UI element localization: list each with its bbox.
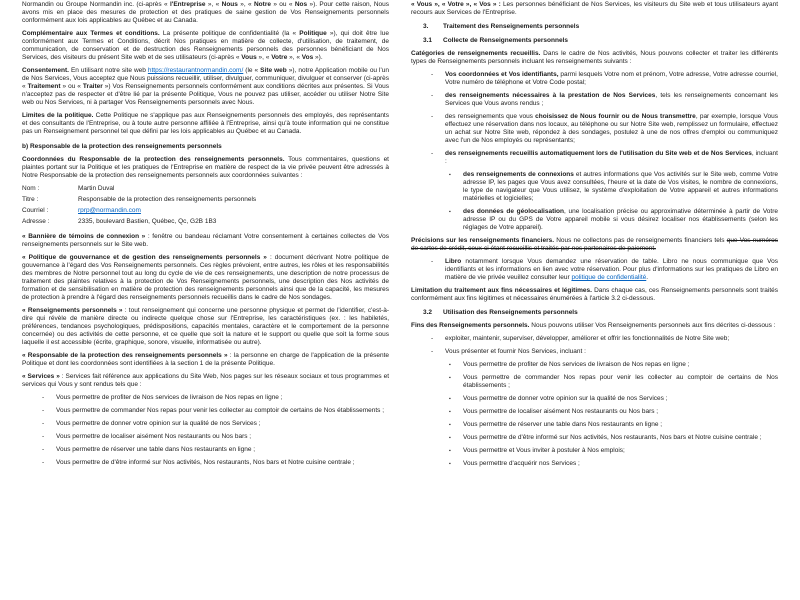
list-item bbox=[411, 208, 778, 232]
text-run: Les personnes bénéficiant de Nos Services, les visiteurs du Site web et tous utilisateurs ayant recours aux Services de l'Entreprise. bbox=[411, 1, 779, 16]
text-run: Notre bbox=[253, 1, 271, 8]
text-run: ») Vos Renseignements personnels conformément aux conditions décrites aux présentes. Si Vous n'acceptez pas de respecter et d'être lié par la présente Politique, Vous ne pouvez pas utiliser, accéder ou utiliser Notre Site web ou Nos Services, ni à partager Vos Renseignements personnels avec Nous. bbox=[22, 83, 390, 106]
list-item bbox=[22, 394, 389, 402]
text-run: », « bbox=[205, 1, 222, 8]
text-run: et autres informations que Vos activités sur le Site web, comme Votre adresse IP, les pages que Vous avez consultées, l'heure et la date de Vos visites, le nombre de connexions, le type de navigateur que Vous utilisez, le système d'exploitation de Votre appareil et autres informations matérielles et logicielles; bbox=[463, 171, 778, 202]
list-item bbox=[411, 421, 778, 429]
list-item bbox=[411, 434, 778, 442]
bullet-marker: - bbox=[431, 348, 434, 355]
list-item-text bbox=[445, 348, 778, 356]
list-item-text bbox=[463, 408, 778, 416]
list-item bbox=[411, 348, 778, 356]
heading-text: Utilisation des Renseignements personnels bbox=[443, 309, 578, 316]
list-item bbox=[411, 361, 778, 369]
contact-row bbox=[22, 207, 389, 215]
bullet-marker: - bbox=[42, 394, 45, 401]
text-run: , une localisation précise ou approximative déterminée à partir de Votre adresse IP ou du GPS de Votre appareil mobile si vous désirez localiser nos établissements (selon les réglages de Votre appareil). bbox=[463, 208, 778, 231]
text-run: exploiter, maintenir, superviser, développer, améliorer et offrir les fonctionnalités de Notre Site web; bbox=[445, 335, 730, 342]
paragraph bbox=[22, 307, 389, 347]
section-heading bbox=[411, 309, 778, 317]
text-run: « Politique de gouvernance et de gestion des renseignements personnels » bbox=[22, 254, 267, 261]
paragraph bbox=[411, 50, 778, 66]
list-item bbox=[22, 420, 389, 428]
text-run: » ou « bbox=[270, 1, 295, 8]
libro-privacy-link[interactable]: politique de confidentialité bbox=[571, 274, 647, 281]
text-run: Site web bbox=[260, 67, 287, 74]
text-run: choisissez de Nous fournir ou de Nous transmettre bbox=[535, 113, 696, 120]
bullet-marker: ▪ bbox=[449, 362, 451, 368]
text-run: Dans le cadre de Nos activités, Nous pouvons collecter et traiter les différents types de Renseignements personnels incluant les renseignements suivants : bbox=[411, 50, 778, 65]
bullet-marker: - bbox=[431, 71, 434, 78]
list-item-text bbox=[56, 446, 389, 454]
text-run: l'Entreprise bbox=[170, 1, 206, 8]
heading-text: Traitement des Renseignements personnels bbox=[443, 23, 580, 30]
right-column bbox=[411, 1, 778, 600]
text-run: : la personne en charge de l'application de la présente Politique et dont les coordonnées sont identifiées à la section 1 de la présente Politique. bbox=[22, 352, 389, 367]
paragraph bbox=[411, 237, 778, 253]
list-item bbox=[411, 150, 778, 166]
paragraph bbox=[22, 233, 389, 249]
bullet-marker: ▪ bbox=[449, 396, 451, 402]
text-run: La présente politique de confidentialité (la « bbox=[159, 30, 300, 37]
section-heading bbox=[22, 143, 389, 151]
text-run: Votre bbox=[271, 54, 288, 61]
text-run: Limites de la politique. bbox=[22, 112, 94, 119]
contact-label: Nom : bbox=[22, 185, 40, 192]
text-run: Vous permettre de d'être informé sur Nos activités, Nos restaurants, Nos bars et Notre cuisine centrale ; bbox=[463, 434, 762, 441]
text-run: Catégories de renseignements recueillis. bbox=[411, 50, 541, 57]
text-run: Cette Politique ne s'applique pas aux Renseignements personnels des employés, des représentants et des consultants de l'Entreprise, ou à toute autre personne affiliée à l'Entreprise, ainsi qu'à toute information qui ne constitue pas un Renseignement personnel tel que défini par les lois applicables au Québec et au Canada. bbox=[22, 112, 389, 135]
text-run: « Services » bbox=[22, 373, 60, 380]
contact-label: Courriel : bbox=[22, 207, 49, 214]
text-run: »). bbox=[313, 54, 323, 61]
text-run: Complémentaire aux Termes et conditions. bbox=[22, 30, 160, 37]
list-item-text bbox=[445, 150, 778, 166]
paragraph bbox=[411, 1, 778, 17]
section-number: 3. bbox=[423, 23, 429, 30]
list-item-text bbox=[463, 374, 778, 390]
text-run: Coordonnées du Responsable de la protection des renseignements personnels. bbox=[22, 156, 285, 163]
list-item bbox=[22, 407, 389, 415]
bullet-marker: - bbox=[431, 258, 434, 265]
text-run: Traitement bbox=[27, 83, 61, 90]
text-run: . bbox=[646, 274, 649, 281]
text-run: Précisions sur les renseignements financiers. bbox=[411, 237, 555, 244]
text-run: Nous bbox=[221, 1, 238, 8]
paragraph bbox=[22, 1, 389, 25]
text-run: « Responsable de la protection des renseignements personnels » bbox=[22, 352, 228, 359]
list-item bbox=[411, 408, 778, 416]
text-run: Vos coordonnées et Vos identifiants, bbox=[445, 71, 559, 78]
list-item-text bbox=[56, 420, 389, 428]
bullet-marker: ▪ bbox=[449, 409, 451, 415]
bullet-marker: ▪ bbox=[449, 172, 451, 178]
text-run: Vous présenter et fournir Nos Services, incluant : bbox=[445, 348, 586, 355]
text-run: Vous permettre de localiser aisément Nos restaurants ou Nos bars ; bbox=[56, 433, 252, 440]
list-item-text bbox=[56, 394, 389, 402]
list-item-text bbox=[445, 71, 778, 87]
text-run: Vous permettre d'acquérir nos Services ; bbox=[463, 460, 580, 467]
text-run: Nous pouvons utiliser Vos Renseignements personnels aux fins décrites ci-dessous : bbox=[529, 322, 776, 329]
list-item bbox=[411, 395, 778, 403]
paragraph bbox=[22, 67, 389, 107]
text-run: des renseignements nécessaires à la prestation de Nos Services bbox=[445, 92, 656, 99]
text-run: Responsable de la protection des renseignements personnels bbox=[78, 196, 257, 203]
list-item-text bbox=[463, 434, 778, 442]
list-item-text bbox=[445, 113, 778, 145]
text-run: Politique bbox=[299, 30, 327, 37]
list-item bbox=[411, 374, 778, 390]
bullet-marker: ▪ bbox=[449, 375, 451, 381]
bullet-marker: ▪ bbox=[449, 435, 451, 441]
bullet-marker: ▪ bbox=[449, 461, 451, 467]
list-item-text bbox=[463, 208, 778, 232]
text-run: Libro bbox=[445, 258, 462, 265]
text-run: »), notre Application mobile ou l'un de Nos Services, Vous acceptez que Nous puissions recueillir, utiliser, divulguer, communiquer, divulguer et conserver (ci-après « bbox=[22, 67, 389, 90]
paragraph bbox=[22, 352, 389, 368]
list-item-text bbox=[463, 460, 778, 468]
text-run: Vous permettre de donner votre opinion sur la qualité de nos Services ; bbox=[463, 395, 668, 402]
heading-text: b) Responsable de la protection des renseignements personnels bbox=[22, 143, 222, 150]
text-run: Fins des Renseignements personnels. bbox=[411, 322, 530, 329]
text-run: Vous permettre de profiter de Nos services de livraison de Nos repas en ligne ; bbox=[463, 361, 690, 368]
list-item-text bbox=[463, 447, 778, 455]
contact-row bbox=[22, 185, 389, 193]
paragraph bbox=[22, 373, 389, 389]
bullet-marker: - bbox=[431, 92, 434, 99]
text-run: : Services fait référence aux applications du Site Web, Nos pages sur les réseaux sociaux et tous programmes et services qui Vous y sont rendus tels que : bbox=[22, 373, 389, 388]
list-item-text bbox=[56, 459, 389, 467]
list-item-text bbox=[463, 171, 778, 203]
paragraph bbox=[22, 254, 389, 302]
bullet-marker: - bbox=[42, 407, 45, 414]
text-run: : tout renseignement qui concerne une personne physique et permet de l'identifier, c'est-à-dire qui révèle de manière directe ou indirecte quelque chose sur l'Entreprise, les caractéristiques (ex. : les habiletés, préférences, tendances psychologiques, prédispositions, capacités mentales, caractère et le comportement de la personne concernée) ou des activités de cette personne, et ce quelle que soit la nature et le support ou quelle que soit la forme sous laquelle il est accessible (écrite, graphique, sonore, visuelle, informatisée ou autre). bbox=[22, 307, 389, 346]
paragraph bbox=[22, 30, 389, 62]
text-run: Vous permettre de d'être informé sur Nos activités, Nos restaurants, Nos bars et Notre cuisine centrale ; bbox=[56, 459, 355, 466]
text-run: 2335, boulevard Bastien, Québec, Qc, G2B 1B3 bbox=[78, 218, 217, 225]
text-run: Martin Duval bbox=[78, 185, 115, 192]
bullet-marker: ▪ bbox=[449, 448, 451, 454]
section-heading bbox=[411, 23, 778, 31]
text-run: Vous permettre de localiser aisément Nos restaurants ou Nos bars ; bbox=[463, 408, 659, 415]
list-item bbox=[22, 433, 389, 441]
text-run: des renseignements recueillis automatiquement lors de l'utilisation du Site web et de Nos Services bbox=[445, 150, 752, 157]
contact-row bbox=[22, 218, 389, 226]
text-run: Vous permettre et Vous inviter à postuler à Nos emplois; bbox=[463, 447, 625, 454]
text-run: Nous ne collectons pas de renseignements financiers tels bbox=[554, 237, 727, 244]
contact-row bbox=[22, 196, 389, 204]
bullet-marker: - bbox=[42, 433, 45, 440]
list-item bbox=[411, 71, 778, 87]
text-run: notamment lorsque Vous demandez une réservation de table. Libro ne nous communique que Vos identifiants et les informations en lien avec votre réservation. Pour plus d'informations sur les pratiques de Libro en matière de vie privée veuillez consulter leur bbox=[445, 258, 778, 281]
text-run: » ou « bbox=[60, 83, 83, 90]
text-run: », « bbox=[237, 1, 254, 8]
text-run: Limitation du traitement aux fins nécessaires et légitimes. bbox=[411, 287, 592, 294]
text-run: (le « bbox=[243, 67, 261, 74]
list-item bbox=[411, 447, 778, 455]
list-item bbox=[22, 446, 389, 454]
text-run: »). Pour cette raison, Nous avons mis en place des mesures de protection et des pratiques de saine gestion de Vos Renseignements personnels conformément aux lois applicables au Québec et au Canada. bbox=[22, 1, 390, 24]
list-item bbox=[22, 459, 389, 467]
list-item bbox=[411, 335, 778, 343]
text-run: Vous permettre de commander Nos repas pour venir les collecter au comptoir de certains de Nos établissements ; bbox=[56, 407, 385, 414]
text-run: « Vous », « Votre », « Vos » : bbox=[411, 1, 501, 8]
bullet-marker: - bbox=[431, 113, 434, 120]
left-column bbox=[22, 1, 389, 600]
text-run: Vous permettre de donner votre opinion sur la qualité de nos Services ; bbox=[56, 420, 261, 427]
list-item bbox=[411, 92, 778, 108]
text-run: « Renseignements personnels » bbox=[22, 307, 123, 314]
text-run: », « bbox=[256, 54, 272, 61]
list-item-text bbox=[463, 395, 778, 403]
list-item-text bbox=[463, 361, 778, 369]
text-run: Vous permettre de profiter de Nos services de livraison de Nos repas en ligne ; bbox=[56, 394, 283, 401]
section-number: 3.1 bbox=[423, 37, 433, 44]
contact-label: Titre : bbox=[22, 196, 39, 203]
text-run: », « bbox=[287, 54, 302, 61]
text-run: des renseignements de connexions bbox=[463, 171, 574, 178]
bullet-marker: ▪ bbox=[449, 422, 451, 428]
paragraph bbox=[411, 287, 778, 303]
section-number: 3.2 bbox=[423, 309, 433, 316]
text-run: Vous permettre de réserver une table dans Nos restaurants en ligne ; bbox=[463, 421, 663, 428]
list-item bbox=[411, 460, 778, 468]
bullet-marker: - bbox=[42, 446, 45, 453]
section-heading bbox=[411, 37, 778, 45]
text-run: Vos bbox=[301, 54, 314, 61]
text-run: parmi lesquels Votre nom et prénom, Votre adresse, Votre adresse courriel, Votre numéro de téléphone et Votre Code postal; bbox=[445, 71, 778, 86]
list-item-text bbox=[56, 433, 389, 441]
text-run: des renseignements que vous bbox=[445, 113, 536, 120]
bullet-marker: - bbox=[431, 335, 434, 342]
text-run: Vous permettre de réserver une table dans Nos restaurants en ligne ; bbox=[56, 446, 256, 453]
bullet-marker: - bbox=[42, 420, 45, 427]
text-run: , tels les renseignements concernant les Services que Vous avons rendus ; bbox=[445, 92, 778, 107]
list-item bbox=[411, 113, 778, 145]
text-run: Nos bbox=[294, 1, 308, 8]
text-run: Tous commentaires, questions et plaintes portant sur la Politique et les pratiques de l'Entreprise en matière de respect de la vie privée peuvent être adressés à Notre Responsable de la protection des renseignements personnels aux coordonnées suivantes : bbox=[22, 156, 389, 179]
list-item bbox=[411, 258, 778, 282]
email-link[interactable]: rprp@normandin.com bbox=[78, 207, 141, 214]
website-link[interactable]: https://restaurantnormandin.com/ bbox=[147, 67, 244, 74]
list-item-text bbox=[445, 258, 778, 282]
paragraph bbox=[22, 112, 389, 136]
text-run: »), qui doit être lue conformément aux Termes et Conditions, décrit Nos pratiques en matière de collecte, d'utilisation, de traitement, de communication, de conservation et de destruction des Renseignements personnels des personnes bénéficiant de Nos Services, des visiteurs du présent Site web et de ses utilisateurs (ci-après « bbox=[22, 30, 389, 61]
paragraph bbox=[22, 156, 389, 180]
bullet-marker: ▪ bbox=[449, 209, 451, 215]
text-run: Vous bbox=[241, 54, 257, 61]
text-run: Traiter bbox=[82, 83, 103, 90]
list-item-text bbox=[445, 92, 778, 108]
text-run: Dans chaque cas, ces Renseignements personnels sont traités conformément aux fins légitimes et nécessaires énumérées à l'article 3.2 ci-dessous. bbox=[411, 287, 779, 302]
paragraph bbox=[411, 322, 778, 330]
text-run: : fenêtre ou bandeau réclamant Votre consentement à certaines collectes de Vos renseignements personnels sur le Site web. bbox=[22, 233, 389, 248]
text-run: , par exemple, lorsque Vous effectuez une réservation dans nos locaux, au téléphone ou sur Notre Site web, remplissez un formulaire, effectuez un achat sur Notre Site web, répondez à des sondages, postulez à une de nos offres d'emploi ou communiquez avec l'un de Nos employés ou représentants; bbox=[445, 113, 778, 144]
list-item bbox=[411, 171, 778, 203]
text-run: Normandin ou Groupe Normandin inc. (ci-après « bbox=[22, 1, 170, 8]
text-run: des données de géolocalisation bbox=[463, 208, 564, 215]
contact-label: Adresse : bbox=[22, 218, 50, 225]
text-run: Vous permettre de commander Nos repas pour venir les collecter au comptoir de certains de Nos établissements ; bbox=[463, 374, 778, 389]
text-run: , incluant : bbox=[445, 150, 778, 165]
heading-text: Collecte de Renseignements personnels bbox=[443, 37, 568, 44]
text-run: Consentement. bbox=[22, 67, 69, 74]
list-item-text bbox=[56, 407, 389, 415]
bullet-marker: - bbox=[431, 150, 434, 157]
text-run: « Bannière de témoins de connexion » bbox=[22, 233, 146, 240]
text-run: En utilisant notre site web bbox=[68, 67, 148, 74]
text-run: que Vos numéros de cartes de crédit, ceux-ci étant recueillis et traités par nos partenaires de paiement. bbox=[411, 237, 778, 252]
bullet-marker: - bbox=[42, 459, 45, 466]
text-run: : document décrivant Notre politique de gouvernance à l'égard des Vos Renseignements personnels. Ces règles prévoient, entre autres, les rôles et les responsabilités des membres de Notre personnel tout au long du cycle de vie de ces renseignements, une description de notre processus de traitement des plaintes relatives à la protection de Vos Renseignements personnels, une description des Nos activités de formation et de sensibilisation en matière de protection des renseignements personnels ainsi que de la capacité, les mesures de protection à prendre à l'égard des renseignements personnels recueillis dans le cadre de Nos sondages. bbox=[22, 254, 390, 301]
list-item-text bbox=[463, 421, 778, 429]
list-item-text bbox=[445, 335, 778, 343]
